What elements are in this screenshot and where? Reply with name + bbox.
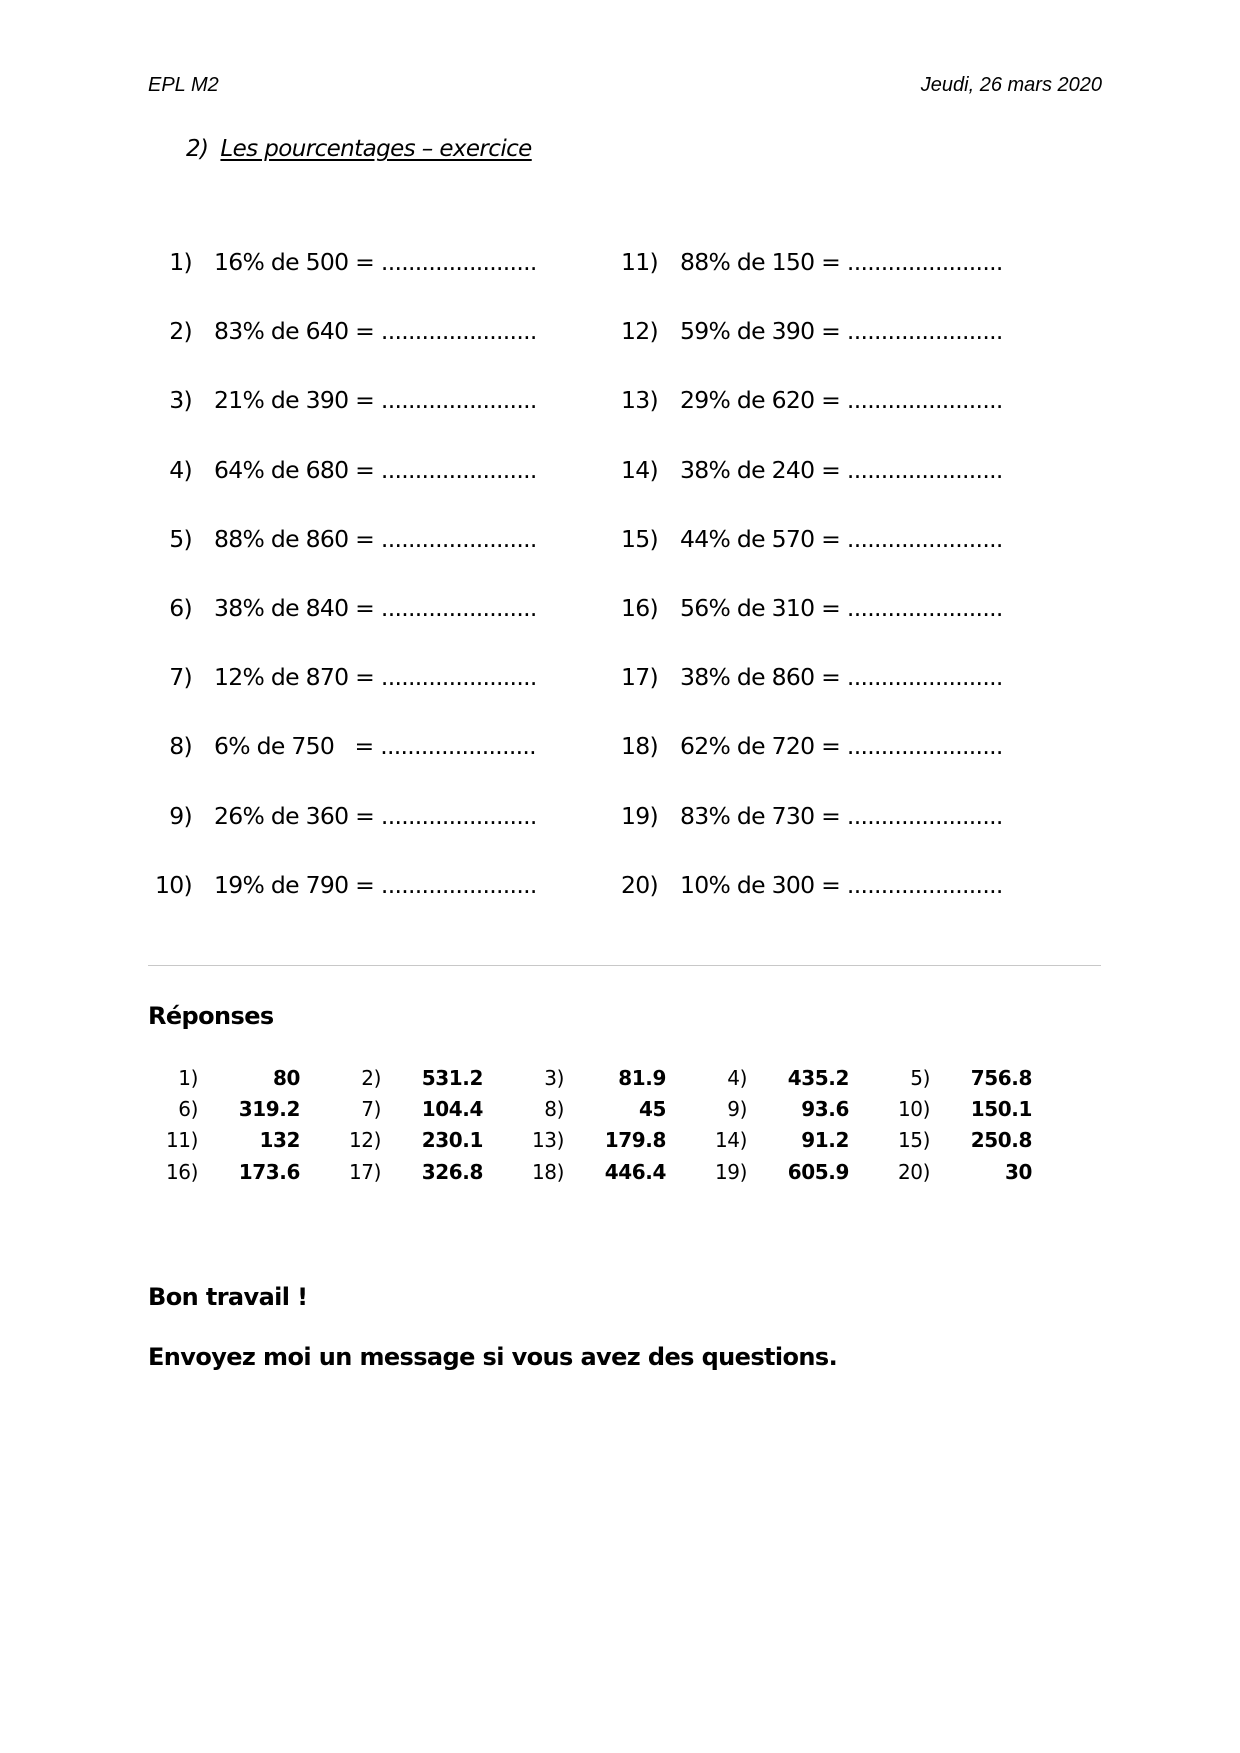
- answers-table: [150, 1066, 1065, 1191]
- exercise-row: [140, 456, 537, 525]
- answers-row: [150, 1066, 1065, 1097]
- exercise-expression: 59% de 390 = .......................: [680, 317, 1003, 346]
- exercise-row: [600, 871, 1003, 940]
- exercise-number: 6): [169, 593, 192, 622]
- answer-cell: [150, 1128, 333, 1159]
- exercise-number: 20): [621, 870, 658, 899]
- exercise-column-left: [140, 248, 537, 940]
- exercise-column-right: [600, 248, 1003, 940]
- answer-number: 5): [910, 1066, 930, 1090]
- answer-value: 319.2: [238, 1097, 300, 1122]
- exercise-row: [140, 663, 537, 732]
- exercise-expression: 6% de 750 = .......................: [214, 732, 536, 761]
- exercise-expression: 16% de 500 = .......................: [214, 248, 537, 276]
- answer-cell: [516, 1066, 699, 1097]
- answer-value: 435.2: [787, 1066, 849, 1090]
- answer-value: 230.1: [421, 1128, 483, 1153]
- answer-value: 104.4: [421, 1097, 483, 1122]
- exercise-row: [600, 248, 1003, 317]
- answer-number: 1): [178, 1066, 198, 1090]
- section-title-text: Les pourcentages – exercice: [220, 136, 532, 162]
- answers-title: Réponses: [148, 1002, 274, 1030]
- answer-value: 173.6: [238, 1159, 300, 1184]
- exercise-row: [140, 525, 537, 594]
- exercise-expression: 44% de 570 = .......................: [680, 524, 1003, 553]
- answer-number: 8): [544, 1097, 564, 1122]
- exercise-number: 12): [621, 317, 658, 346]
- answer-number: 3): [544, 1066, 564, 1090]
- answer-value: 756.8: [970, 1066, 1032, 1090]
- closing-message: Bon travail !: [148, 1283, 308, 1311]
- answer-value: 91.2: [801, 1128, 849, 1153]
- answer-cell: [333, 1097, 516, 1128]
- answer-cell: [516, 1097, 699, 1128]
- answer-value: 446.4: [604, 1159, 666, 1184]
- answer-number: 14): [714, 1128, 747, 1153]
- answer-value: 132: [259, 1128, 300, 1153]
- answer-number: 10): [897, 1097, 930, 1122]
- answer-number: 11): [165, 1128, 198, 1153]
- exercise-row: [140, 732, 537, 801]
- exercise-expression: 64% de 680 = .......................: [214, 455, 537, 484]
- exercise-number: 4): [169, 455, 192, 484]
- answer-value: 150.1: [970, 1097, 1032, 1122]
- answer-number: 18): [531, 1159, 564, 1184]
- exercise-expression: 56% de 310 = .......................: [680, 593, 1003, 622]
- answer-value: 93.6: [801, 1097, 849, 1122]
- answer-cell: [699, 1160, 882, 1191]
- exercise-expression: 29% de 620 = .......................: [680, 386, 1003, 415]
- exercise-row: [140, 386, 537, 455]
- exercise-expression: 38% de 240 = .......................: [680, 455, 1003, 484]
- answer-cell: [150, 1160, 333, 1191]
- exercise-number: 13): [621, 386, 658, 415]
- exercise-number: 15): [621, 524, 658, 553]
- exercise-number: 17): [621, 663, 658, 692]
- exercise-row: [600, 594, 1003, 663]
- exercise-row: [600, 456, 1003, 525]
- answer-value: 45: [638, 1097, 666, 1122]
- answer-cell: [333, 1066, 516, 1097]
- exercise-expression: 88% de 150 = .......................: [680, 248, 1003, 276]
- exercise-number: 11): [621, 248, 658, 276]
- answers-row: [150, 1128, 1065, 1159]
- answer-number: 6): [178, 1097, 198, 1122]
- answer-value: 605.9: [787, 1159, 849, 1184]
- exercise-number: 18): [621, 732, 658, 761]
- exercise-row: [140, 871, 537, 940]
- exercise-expression: 88% de 860 = .......................: [214, 524, 537, 553]
- exercise-row: [600, 525, 1003, 594]
- answer-number: 13): [531, 1128, 564, 1153]
- answer-value: 30: [1004, 1159, 1032, 1184]
- header-date: Jeudi, 26 mars 2020: [920, 74, 1102, 96]
- answer-value: 81.9: [618, 1066, 666, 1090]
- exercise-expression: 38% de 860 = .......................: [680, 663, 1003, 692]
- answer-number: 17): [348, 1159, 381, 1184]
- exercise-number: 3): [169, 386, 192, 415]
- exercise-number: 5): [169, 524, 192, 553]
- answer-cell: [516, 1128, 699, 1159]
- answer-cell: [150, 1097, 333, 1128]
- exercise-row: [600, 802, 1003, 871]
- answer-cell: [333, 1160, 516, 1191]
- exercise-expression: 21% de 390 = .......................: [214, 386, 537, 415]
- exercise-expression: 83% de 640 = .......................: [214, 317, 537, 346]
- answers-row: [150, 1097, 1065, 1128]
- exercise-number: 7): [169, 663, 192, 692]
- contact-message: Envoyez moi un message si vous avez des questions.: [148, 1343, 838, 1371]
- section-title: [186, 136, 532, 162]
- answer-cell: [699, 1066, 882, 1097]
- exercise-expression: 62% de 720 = .......................: [680, 732, 1003, 761]
- answer-value: 531.2: [421, 1066, 483, 1090]
- answer-number: 4): [727, 1066, 747, 1090]
- answer-cell: [882, 1160, 1065, 1191]
- answer-cell: [699, 1128, 882, 1159]
- answer-number: 19): [714, 1159, 747, 1184]
- exercise-expression: 26% de 360 = .......................: [214, 801, 537, 830]
- answer-cell: [516, 1160, 699, 1191]
- exercise-row: [140, 802, 537, 871]
- answer-value: 250.8: [970, 1128, 1032, 1153]
- exercise-number: 1): [169, 248, 192, 276]
- exercise-expression: 12% de 870 = .......................: [214, 663, 537, 692]
- exercise-number: 8): [169, 732, 192, 761]
- answer-number: 16): [165, 1159, 198, 1184]
- exercise-number: 14): [621, 455, 658, 484]
- exercise-expression: 38% de 840 = .......................: [214, 593, 537, 622]
- exercise-expression: 83% de 730 = .......................: [680, 801, 1003, 830]
- answer-number: 7): [361, 1097, 381, 1122]
- exercise-number: 9): [169, 801, 192, 830]
- exercise-number: 10): [155, 870, 192, 899]
- exercise-expression: 10% de 300 = .......................: [680, 870, 1003, 899]
- exercise-row: [140, 317, 537, 386]
- exercise-row: [600, 317, 1003, 386]
- answer-cell: [882, 1097, 1065, 1128]
- answer-cell: [882, 1128, 1065, 1159]
- section-number: 2): [186, 136, 209, 162]
- exercise-row: [600, 663, 1003, 732]
- answer-number: 2): [361, 1066, 381, 1090]
- exercise-row: [140, 248, 537, 317]
- answer-cell: [333, 1128, 516, 1159]
- exercise-row: [600, 732, 1003, 801]
- answer-cell: [882, 1066, 1065, 1097]
- answer-number: 15): [897, 1128, 930, 1153]
- answer-cell: [150, 1066, 333, 1097]
- answer-value: 179.8: [604, 1128, 666, 1153]
- answer-cell: [699, 1097, 882, 1128]
- exercise-expression: 19% de 790 = .......................: [214, 870, 537, 899]
- answer-number: 20): [897, 1159, 930, 1184]
- answers-row: [150, 1160, 1065, 1191]
- header-course: EPL M2: [148, 74, 219, 96]
- exercise-row: [600, 386, 1003, 455]
- exercise-row: [140, 594, 537, 663]
- exercise-number: 16): [621, 593, 658, 622]
- answer-number: 12): [348, 1128, 381, 1153]
- answer-value: 80: [272, 1066, 300, 1090]
- answer-number: 9): [727, 1097, 747, 1122]
- exercise-number: 2): [169, 317, 192, 346]
- exercise-number: 19): [621, 801, 658, 830]
- section-divider: [148, 965, 1101, 966]
- answer-value: 326.8: [421, 1159, 483, 1184]
